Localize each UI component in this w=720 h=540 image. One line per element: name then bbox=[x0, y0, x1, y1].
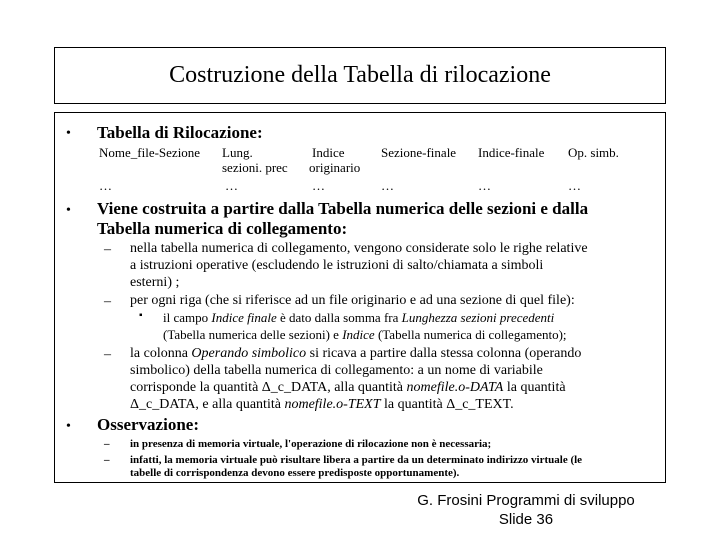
observation-item-2-line2: tabelle di corrispondenza devono essere predisposte opportunamente). bbox=[130, 467, 460, 479]
bullet-viene-costruita-line1: Viene costruita a partire dalla Tabella numerica delle sezioni e dalla bbox=[97, 199, 589, 218]
col-header-indice-line2: originario bbox=[309, 160, 361, 175]
sub-item-3-line4: Δ_c_DATA, e alla quantità nomefile.o-TEXT la quantità Δ_c_TEXT. bbox=[130, 397, 514, 412]
col-header-lung: Lung. bbox=[222, 145, 253, 160]
bullet-osservazione: Osservazione: bbox=[97, 415, 199, 434]
dash-marker: – bbox=[104, 242, 111, 257]
sub-item-3-line1: la colonna Operando simbolico si ricava a partire dalla stessa colonna (operando bbox=[130, 346, 582, 361]
col-header-nome-file: Nome_file-Sezione bbox=[99, 145, 201, 160]
sub-item-1-line3: esterni) ; bbox=[130, 275, 180, 290]
footer-slide-number: Slide 36 bbox=[498, 511, 554, 528]
bullet-tabella-rilocazione: Tabella di Rilocazione: bbox=[97, 123, 263, 142]
table-cell: … bbox=[312, 178, 325, 193]
table-cell: … bbox=[568, 178, 581, 193]
sub-item-1-line2: a istruzioni operative (escludendo le istruzioni di salto/chiamata a simboli bbox=[130, 258, 544, 273]
bullet-marker: • bbox=[66, 419, 71, 434]
title-box bbox=[54, 47, 666, 104]
square-bullet-marker: ▪ bbox=[139, 310, 143, 321]
col-header-indice: Indice bbox=[312, 145, 345, 160]
observation-item-2-line1: infatti, la memoria virtuale può risultare libera a partire da un determinato indirizzo virtuale (le bbox=[130, 454, 583, 466]
col-header-lung-line2: sezioni. prec bbox=[222, 160, 288, 175]
sub-item-2a-line2: (Tabella numerica delle sezioni) e Indice (Tabella numerica di collegamento); bbox=[163, 327, 567, 342]
table-cell: … bbox=[225, 178, 238, 193]
bullet-viene-costruita-line2: Tabella numerica di collegamento: bbox=[97, 219, 348, 238]
sub-item-3-line2: simbolico) della tabella numerica di collegamento: a un nome di variabile bbox=[130, 363, 543, 378]
dash-marker: – bbox=[104, 294, 111, 309]
slide-title: Costruzione della Tabella di rilocazione bbox=[169, 62, 551, 88]
table-cell: … bbox=[99, 178, 112, 193]
sub-item-3-line3: corrisponde la quantità Δ_c_DATA, alla quantità nomefile.o-DATA la quantità bbox=[130, 380, 566, 395]
sub-item-2: per ogni riga (che si riferisce ad un file originario e ad una sezione di quel file): bbox=[130, 293, 575, 308]
bullet-marker: • bbox=[66, 126, 71, 141]
dash-marker: – bbox=[104, 438, 110, 450]
col-header-op-simb: Op. simb. bbox=[568, 145, 619, 160]
col-header-sezione-finale: Sezione-finale bbox=[381, 145, 457, 160]
table-cell: … bbox=[478, 178, 491, 193]
col-header-indice-finale: Indice-finale bbox=[478, 145, 545, 160]
dash-marker: – bbox=[104, 347, 111, 362]
observation-item-1: in presenza di memoria virtuale, l'operazione di rilocazione non è necessaria; bbox=[130, 438, 492, 450]
sub-item-1-line1: nella tabella numerica di collegamento, vengono considerate solo le righe relative bbox=[130, 241, 588, 256]
sub-item-2a-line1: il campo Indice finale è dato dalla somma fra Lunghezza sezioni precedenti bbox=[163, 310, 555, 325]
footer-author: G. Frosini Programmi di sviluppo bbox=[417, 492, 635, 509]
bullet-marker: • bbox=[66, 203, 71, 218]
table-cell: … bbox=[381, 178, 394, 193]
dash-marker: – bbox=[104, 454, 110, 466]
